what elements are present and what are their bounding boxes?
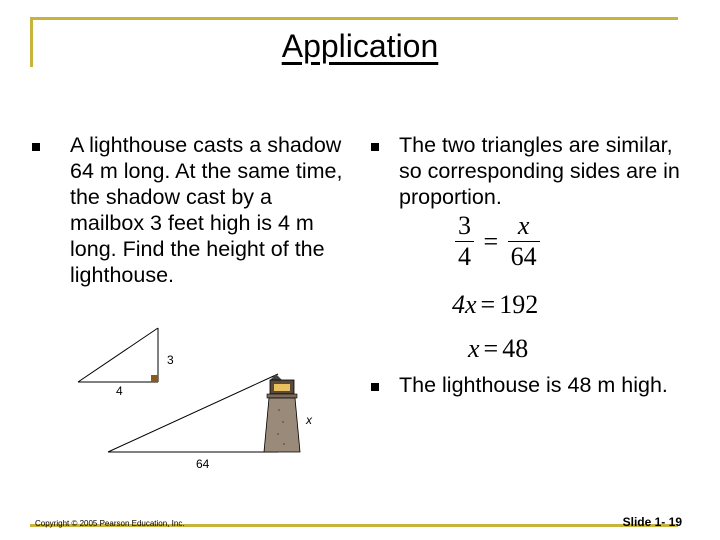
fraction-numerator: x [517, 211, 530, 240]
large-triangle [108, 374, 278, 452]
right-angle-marker [151, 375, 158, 382]
fraction-left [455, 212, 474, 271]
small-base-label: 4 [116, 384, 123, 398]
problem-text: A lighthouse casts a shadow 64 m long. At the same time, the shadow cast by a mailbox 3 feet high is 4 m long. Find the height of the lighthouse. [70, 133, 343, 287]
equation-rhs: 48 [502, 334, 529, 363]
slide-number: Slide 1- 19 [622, 515, 682, 529]
fraction-denominator: 64 [510, 242, 537, 271]
cross-multiply-equation [452, 290, 538, 320]
bullet-marker [32, 143, 40, 151]
large-height-label: x [306, 413, 312, 427]
small-height-label: 3 [167, 353, 174, 367]
solution-equation [468, 334, 528, 364]
small-triangle [78, 328, 158, 382]
bullet-marker [371, 383, 379, 391]
bullet-marker [371, 143, 379, 151]
similar-triangles-diagram [70, 320, 320, 475]
lighthouse-icon [264, 374, 300, 452]
large-base-label: 64 [196, 457, 210, 471]
equation-lhs: 4x [452, 290, 477, 319]
equation-rhs: 192 [499, 290, 539, 319]
copyright-notice: Copyright © 2005 Pearson Education, Inc. [35, 519, 185, 528]
fraction-right [508, 212, 540, 271]
equals-sign: = [480, 290, 496, 319]
equals-sign: = [483, 226, 499, 256]
slide-title: Application [281, 28, 439, 64]
equation-lhs: x [468, 334, 480, 363]
similar-triangles-text: The two triangles are similar, so corresponding sides are in proportion. [399, 133, 680, 209]
fraction-denominator: 4 [458, 242, 471, 271]
answer-text: The lighthouse is 48 m high. [399, 373, 668, 397]
proportion-equation [455, 212, 540, 271]
frame-top-rule [30, 17, 678, 20]
equals-sign: = [483, 334, 499, 363]
fraction-numerator: 3 [455, 212, 474, 242]
